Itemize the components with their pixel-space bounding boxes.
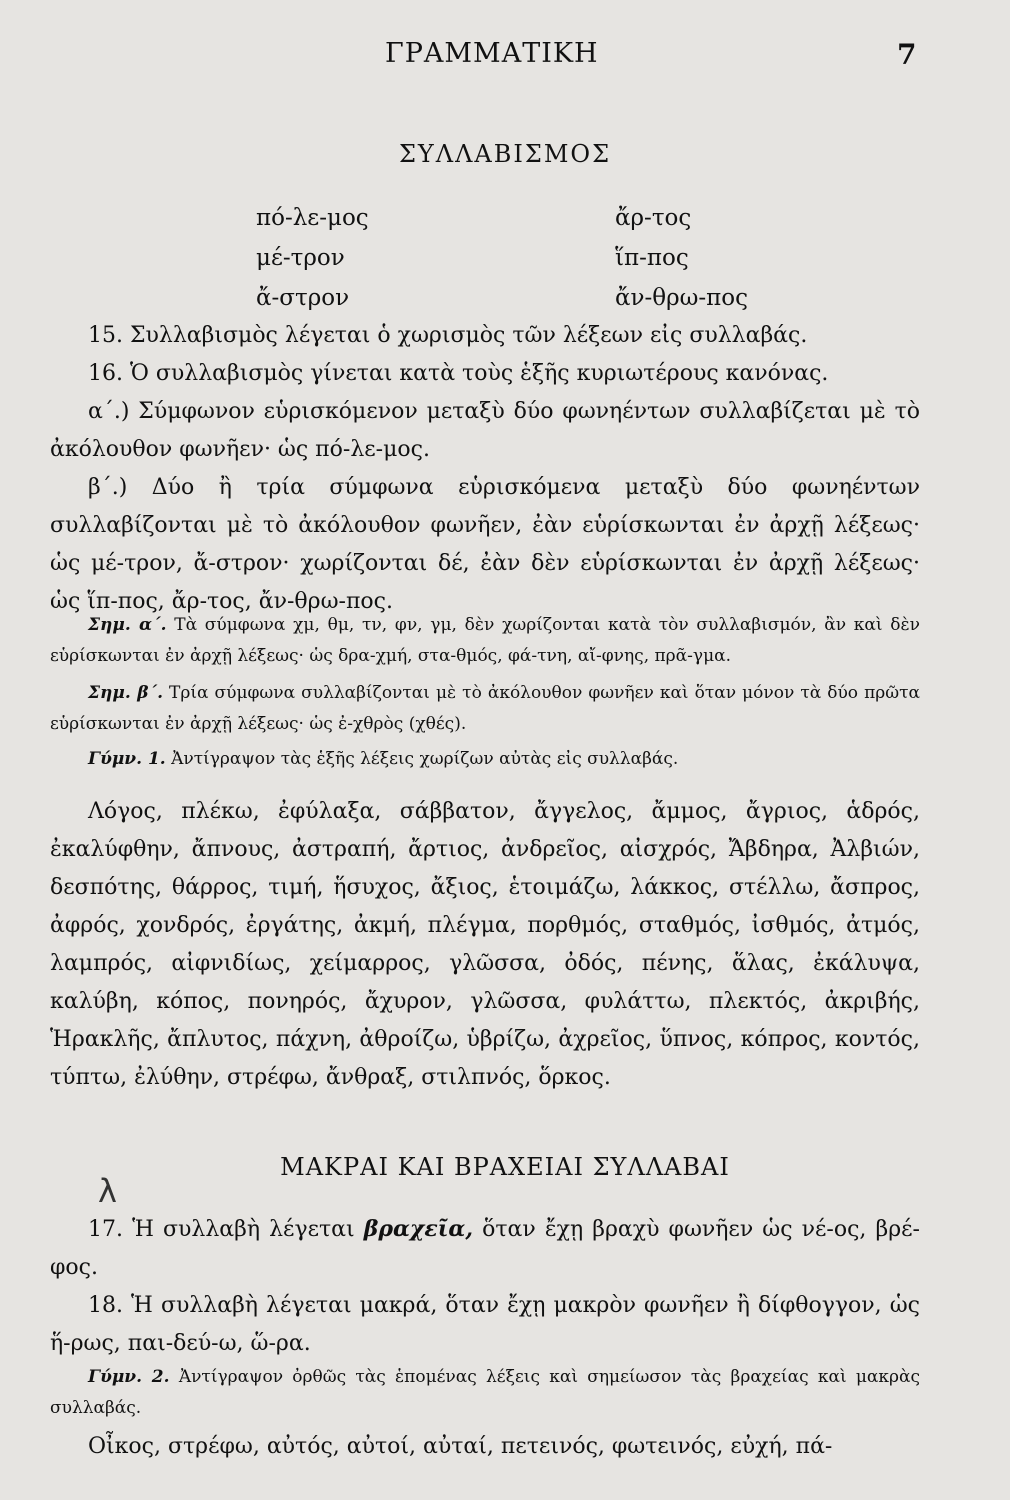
- paragraph-15: 15. Συλλαβισμὸς λέγεται ὁ χωρισμὸς τῶν λέξεων εἰς συλλαβάς.: [88, 323, 808, 348]
- term-short: βραχεῖα,: [363, 1216, 473, 1242]
- example-word: ἄν-θρω-πος: [615, 285, 749, 311]
- note-b: [50, 678, 920, 740]
- exercise-2-label: Γύμν. 2.: [88, 1367, 170, 1387]
- exercise-2-block: [50, 1362, 920, 1424]
- section-title-long-short: ΜΑΚΡΑΙ ΚΑΙ ΒΡΑΧΕΙΑΙ ΣΥΛΛΑΒΑΙ: [280, 1153, 730, 1181]
- body-text-1: [50, 317, 920, 621]
- rule-a: α΄.) Σύμφωνον εὑρισκόμενον μεταξὺ δύο φωνηέντων συλλαβίζεται μὲ τὸ ἀκόλουθον φωνῆεν· ὡς πό-λε-μος.: [50, 399, 920, 462]
- note-b-label: Σημ. β΄.: [88, 683, 163, 703]
- example-row: [0, 205, 1010, 241]
- paragraph-17-start: 17. Ἡ συλλαβὴ λέγεται: [88, 1217, 355, 1242]
- note-a-label: Σημ. α΄.: [88, 615, 167, 635]
- example-word: ἄρ-τος: [615, 205, 692, 231]
- last-line-block: [50, 1428, 920, 1466]
- section-title-syllabification: ΣΥΛΛΑΒΙΣΜΟΣ: [398, 140, 612, 168]
- exercise-1-label: Γύμν. 1.: [88, 749, 166, 769]
- last-line: Οἶκος, στρέφω, αὐτός, αὐτοί, αὐταί, πετεινός, φωτεινός, εὐχή, πά-: [88, 1434, 833, 1459]
- exercise-2-text: Ἀντίγραψον ὀρθῶς τὰς ἑπομένας λέξεις καὶ σημείωσον τὰς βραχείας καὶ μακρὰς συλλαβάς.: [50, 1367, 921, 1418]
- paragraph-17: [50, 1210, 920, 1287]
- body-text-2: [50, 1210, 920, 1363]
- exercise-2: [50, 1362, 920, 1424]
- rule-b: β΄.) Δύο ἢ τρία σύμφωνα εὑρισκόμενα μεταξὺ δύο φωνηέντων συλλαβίζονται μὲ τὸ ἀκόλουθον φωνῆεν, ἐὰν εὑρίσκωνται ἐν ἀρχῇ λέξεως· ὡς μέ-τρον, ἄ-στρον· χωρίζονται δέ, ἐὰν δὲν εὑρίσκωνται ἐν ἀρχῇ λέξεως· ὡς ἵπ-πος, ἄρ-τος, ἄν-θρω-πος.: [50, 475, 920, 614]
- note-b-text: Τρία σύμφωνα συλλαβίζονται μὲ τὸ ἀκόλουθον φωνῆεν καὶ ὅταν μόνον τὰ δύο πρῶτα εὑρίσκωνται ἐν ἀρχῇ λέξεως· ὡς ἐ-χθρὸς (χθές).: [50, 683, 920, 734]
- example-row: [0, 285, 1010, 321]
- paragraph-17-end: ὅταν ἔχῃ βραχὺ φωνῆεν ὡς νέ-ος, βρέ-φος.: [50, 1217, 920, 1280]
- example-word: μέ-τρον: [256, 245, 345, 271]
- page-number: 7: [897, 38, 917, 71]
- paragraph-16: 16. Ὁ συλλαβισμὸς γίνεται κατὰ τοὺς ἑξῆς κυριωτέρους κανόνας.: [88, 361, 829, 386]
- exercise-1-text: Ἀντίγραψον τὰς ἑξῆς λέξεις χωρίζων αὐτὰς εἰς συλλαβάς.: [171, 749, 679, 769]
- page-header: [0, 38, 1010, 78]
- margin-handwritten-mark: λ: [98, 1172, 117, 1210]
- example-row: [0, 245, 1010, 281]
- note-a: [50, 610, 920, 672]
- note-a-text: Τὰ σύμφωνα χμ, θμ, τν, φν, γμ, δὲν χωρίζονται κατὰ τὸν συλλαβισμόν, ἂν καὶ δὲν εὑρίσκωνται ἐν ἀρχῇ λέξεως· ὡς δρα-χμή, στα-θμός, φά-τνη, αἴ-φνης, πρᾶ-γμα.: [50, 615, 920, 666]
- example-word: ἵπ-πος: [615, 245, 689, 271]
- word-list: [50, 793, 920, 1097]
- paragraph-18: 18. Ἡ συλλαβὴ λέγεται μακρά, ὅταν ἔχῃ μακρὸν φωνῆεν ἢ δίφθογγον, ὡς ἥ-ρως, παι-δεύ-ω, ὥ-ρα.: [50, 1293, 920, 1356]
- example-word: ἄ-στρον: [256, 285, 350, 311]
- example-word: πό-λε-μος: [256, 205, 369, 231]
- notes: [50, 610, 920, 775]
- word-list-text: Λόγος, πλέκω, ἐφύλαξα, σάββατον, ἄγγελος, ἄμμος, ἄγριος, ἁδρός, ἐκαλύφθην, ἄπνους, ἀστραπή, ἄρτιος, ἀνδρεῖος, αἰσχρός, Ἄβδηρα, Ἀλβιών, δεσπότης, θάρρος, τιμή, ἥσυχος, ἄξιος, ἑτοιμάζω, λάκκος, στέλλω, ἄσπρος, ἀφρός, χονδρός, ἐργάτης, ἀκμή, πλέγμα, πορθμός, σταθμός, ἰσθμός, ἀτμός, λαμπρός, αἰφνιδίως, χείμαρρος, γλῶσσα, ὀδός, πένης, ἅλας, ἐκάλυψα, καλύβη, κόπος, πονηρός, ἄχυρον, γλῶσσα, φυλάττω, πλεκτός, ἀκριβής, Ἡρακλῆς, ἄπλυτος, πάχνη, ἀθροίζω, ὑβρίζω, ἀχρεῖος, ὕπνος, κόπρος, κοντός, τύπτω, ἐλύθην, στρέφω, ἄνθραξ, στιλπνός, ὅρκος.: [50, 799, 920, 1090]
- running-title: ΓΡΑΜΜΑΤΙΚΗ: [385, 38, 599, 69]
- exercise-1: [50, 744, 920, 775]
